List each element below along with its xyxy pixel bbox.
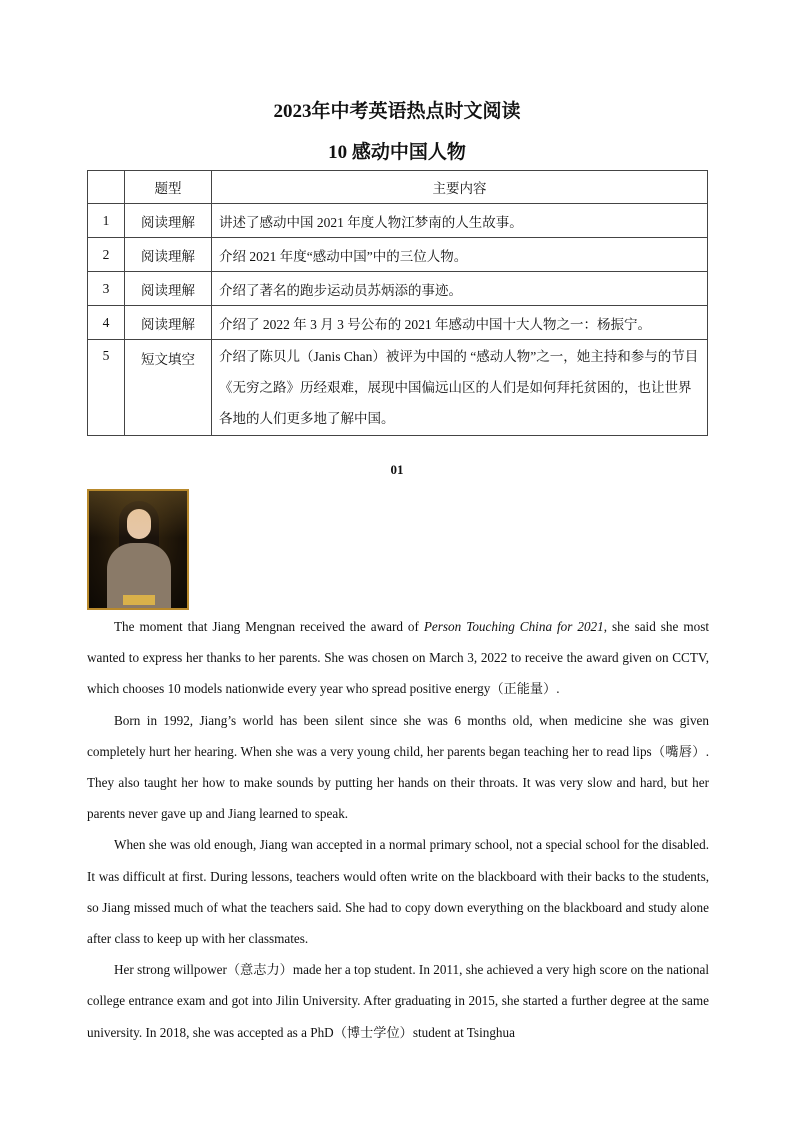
page-subtitle: 10 感动中国人物 xyxy=(328,142,466,163)
row-content: 介绍 2021 年度“感动中国”中的三位人物。 xyxy=(212,238,708,272)
person-photo-icon xyxy=(87,489,189,610)
article-body xyxy=(87,611,709,1048)
table-row xyxy=(88,340,708,436)
award-name: Person Touching China for 2021 xyxy=(423,619,604,634)
row-content: 讲述了感动中国 2021 年度人物江梦南的人生故事。 xyxy=(212,204,708,238)
paragraph: The moment that Jiang Mengnan received the award of Person Touching China for 2021, she said she most wanted to express her thanks to her parents. She was chosen on March 3, 2022 to receive the award given on CCTV, which chooses 10 models nationwide every year who spread positive energy（正能量）. xyxy=(87,619,709,697)
row-type: 阅读理解 xyxy=(125,204,212,238)
row-type: 短文填空 xyxy=(125,340,212,436)
row-num: 3 xyxy=(88,272,125,306)
row-content: 介绍了著名的跑步运动员苏炳添的事迹。 xyxy=(212,272,708,306)
paragraph: When she was old enough, Jiang wan accepted in a normal primary school, not a special school for the disabled. It was difficult at first. During lessons, teachers would often write on the blackboard with their backs to the students, so Jiang missed much of what the teachers said. She had to copy down everything on the blackboard and study alone after class to keep up with her classmates. xyxy=(87,837,709,947)
header-type: 题型 xyxy=(125,171,212,204)
table-row xyxy=(88,204,708,238)
table-row xyxy=(88,238,708,272)
paragraph: Her strong willpower（意志力）made her a top student. In 2011, she achieved a very high score on the national college entrance exam and got into Jilin University. After graduating in 2015, she started a further degree at the same university. In 2018, she was accepted as a PhD（博士学位）student at Tsinghua xyxy=(87,962,709,1040)
table-row xyxy=(88,272,708,306)
row-num: 2 xyxy=(88,238,125,272)
row-num: 5 xyxy=(88,340,125,436)
header-content: 主要内容 xyxy=(212,171,708,204)
row-content: 介绍了陈贝儿（Janis Chan）被评为中国的 “感动人物”之一，她主持和参与的节目《无穷之路》历经艰难，展现中国偏远山区的人们是如何拜托贫困的，也让世界各地的人们更多地了解中国。 xyxy=(212,340,708,436)
table-header-row xyxy=(88,171,708,204)
table-row xyxy=(88,306,708,340)
header-num xyxy=(88,171,125,204)
section-number: 01 xyxy=(390,462,404,477)
row-type: 阅读理解 xyxy=(125,306,212,340)
paragraph: Born in 1992, Jiang’s world has been silent since she was 6 months old, when medicine she was given completely hurt her hearing. When she was a very young child, her parents began teaching her to read lips（嘴唇）. They also taught her how to make sounds by putting her hands on their throats. It was very slow and hard, but her parents never gave up and Jiang learned to speak. xyxy=(87,712,709,822)
page-title: 2023年中考英语热点时文阅读 xyxy=(273,101,521,122)
row-num: 4 xyxy=(88,306,125,340)
row-type: 阅读理解 xyxy=(125,238,212,272)
row-type: 阅读理解 xyxy=(125,272,212,306)
row-num: 1 xyxy=(88,204,125,238)
summary-table xyxy=(87,170,708,436)
row-content: 介绍了 2022 年 3 月 3 号公布的 2021 年感动中国十大人物之一：杨振宁。 xyxy=(212,306,708,340)
